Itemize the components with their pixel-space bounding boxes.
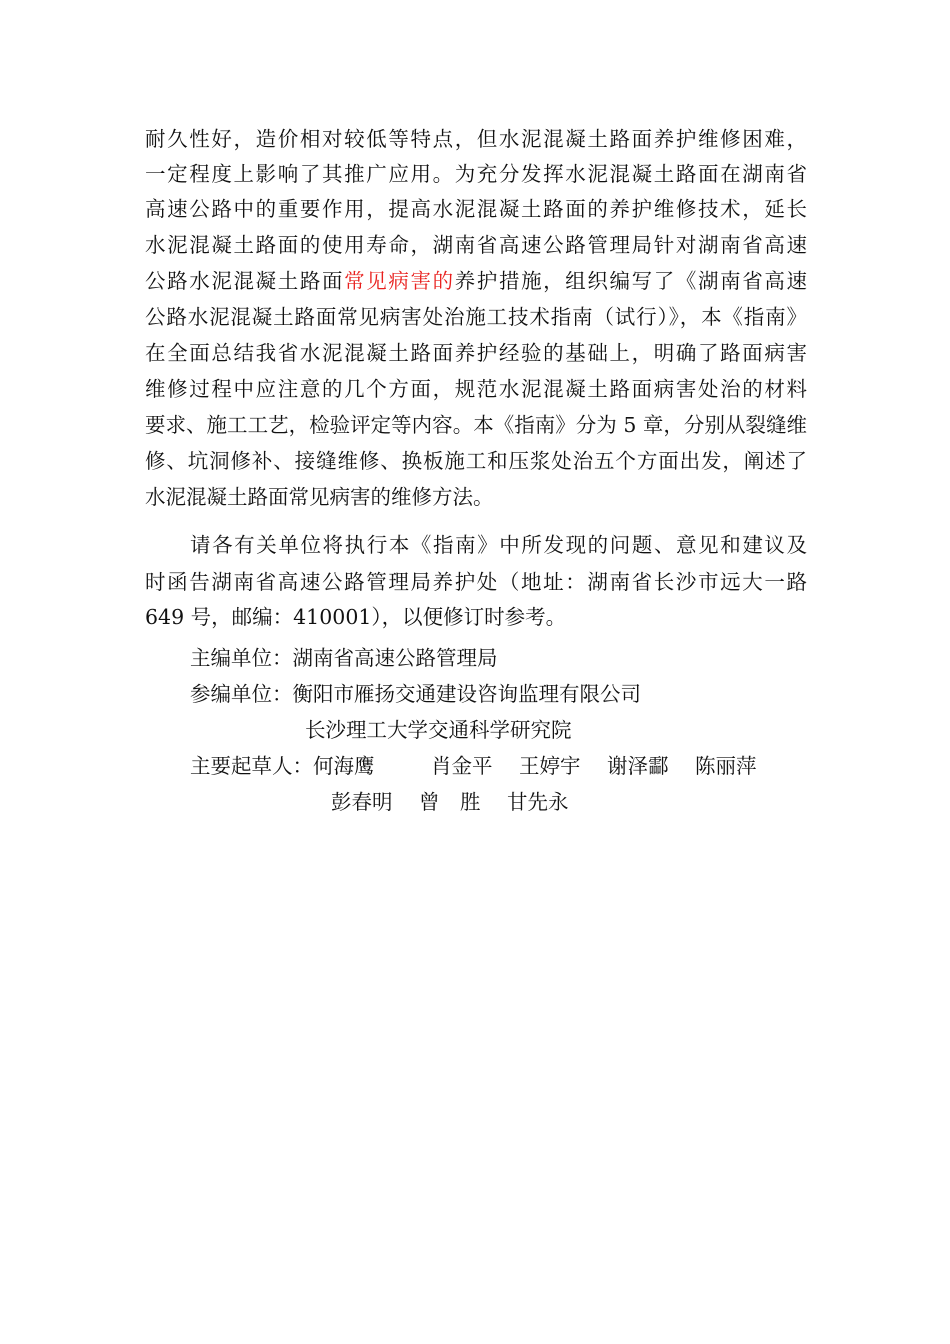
paragraph-line: 水泥混凝土路面常见病害的维修方法。 (145, 485, 494, 509)
paragraph-line: 维修过程中应注意的几个方面，规范水泥混凝土路面病害处治的材料 (145, 377, 807, 401)
text-segment: 养护措施，组织编写了《湖南省高速 (454, 269, 808, 293)
drafter-name: 何海鹰 (313, 754, 375, 778)
paragraph-line: 耐久性好，造价相对较低等特点，但水泥混凝土路面养护维修困难， (145, 127, 807, 151)
highlighted-text: 常见病害的 (344, 269, 455, 293)
drafter-name: 陈丽萍 (695, 754, 757, 778)
chief-editor-label: 主编单位： (190, 646, 293, 670)
paragraph-line: 水泥混凝土路面的使用寿命，湖南省高速公路管理局针对湖南省高速 (145, 233, 807, 257)
paragraph-line: 要求、施工工艺，检验评定等内容。本《指南》分为 5 章，分别从裂缝维 (145, 413, 807, 437)
drafter-name: 肖金平 (431, 754, 493, 778)
co-editor-name: 长沙理工大学交通科学研究院 (305, 718, 572, 742)
paragraph-line: 时函告湖南省高速公路管理局养护处（地址：湖南省长沙市远大一路 (145, 570, 807, 594)
paragraph-line: 649 号，邮编：410001），以便修订时参考。 (145, 605, 567, 629)
drafter-name: 谢泽酃 (607, 754, 669, 778)
co-editor-line (190, 679, 641, 709)
drafter-name: 曾 胜 (419, 790, 481, 814)
chief-editor-line (190, 643, 498, 673)
text-segment: 公路水泥混凝土路面 (145, 269, 345, 293)
co-editor-label: 参编单位： (190, 682, 293, 706)
co-editor-name: 衡阳市雁扬交通建设咨询监理有限公司 (292, 682, 641, 706)
chief-editor-name: 湖南省高速公路管理局 (292, 646, 498, 670)
paragraph-line: 高速公路中的重要作用，提高水泥混凝土路面的养护维修技术，延长 (145, 197, 807, 221)
drafter-name: 彭春明 (331, 790, 393, 814)
paragraph-line: 在全面总结我省水泥混凝土路面养护经验的基础上，明确了路面病害 (145, 341, 807, 365)
drafters-label: 主要起草人： (190, 754, 313, 778)
paragraph-line: 请各有关单位将执行本《指南》中所发现的问题、意见和建议及 (190, 533, 807, 557)
paragraph-line: 一定程度上影响了其推广应用。为充分发挥水泥混凝土路面在湖南省 (145, 162, 807, 186)
drafter-name: 甘先永 (507, 790, 569, 814)
paragraph-line: 修、坑洞修补、接缝维修、换板施工和压浆处治五个方面出发，阐述了 (145, 449, 807, 473)
paragraph-line: 公路水泥混凝土路面常见病害处治施工技术指南（试行）》，本《指南》 (145, 305, 807, 329)
paragraph-line (145, 266, 807, 296)
drafters-line (190, 751, 757, 781)
drafter-name: 王婷宇 (519, 754, 581, 778)
drafters-line (331, 787, 569, 817)
